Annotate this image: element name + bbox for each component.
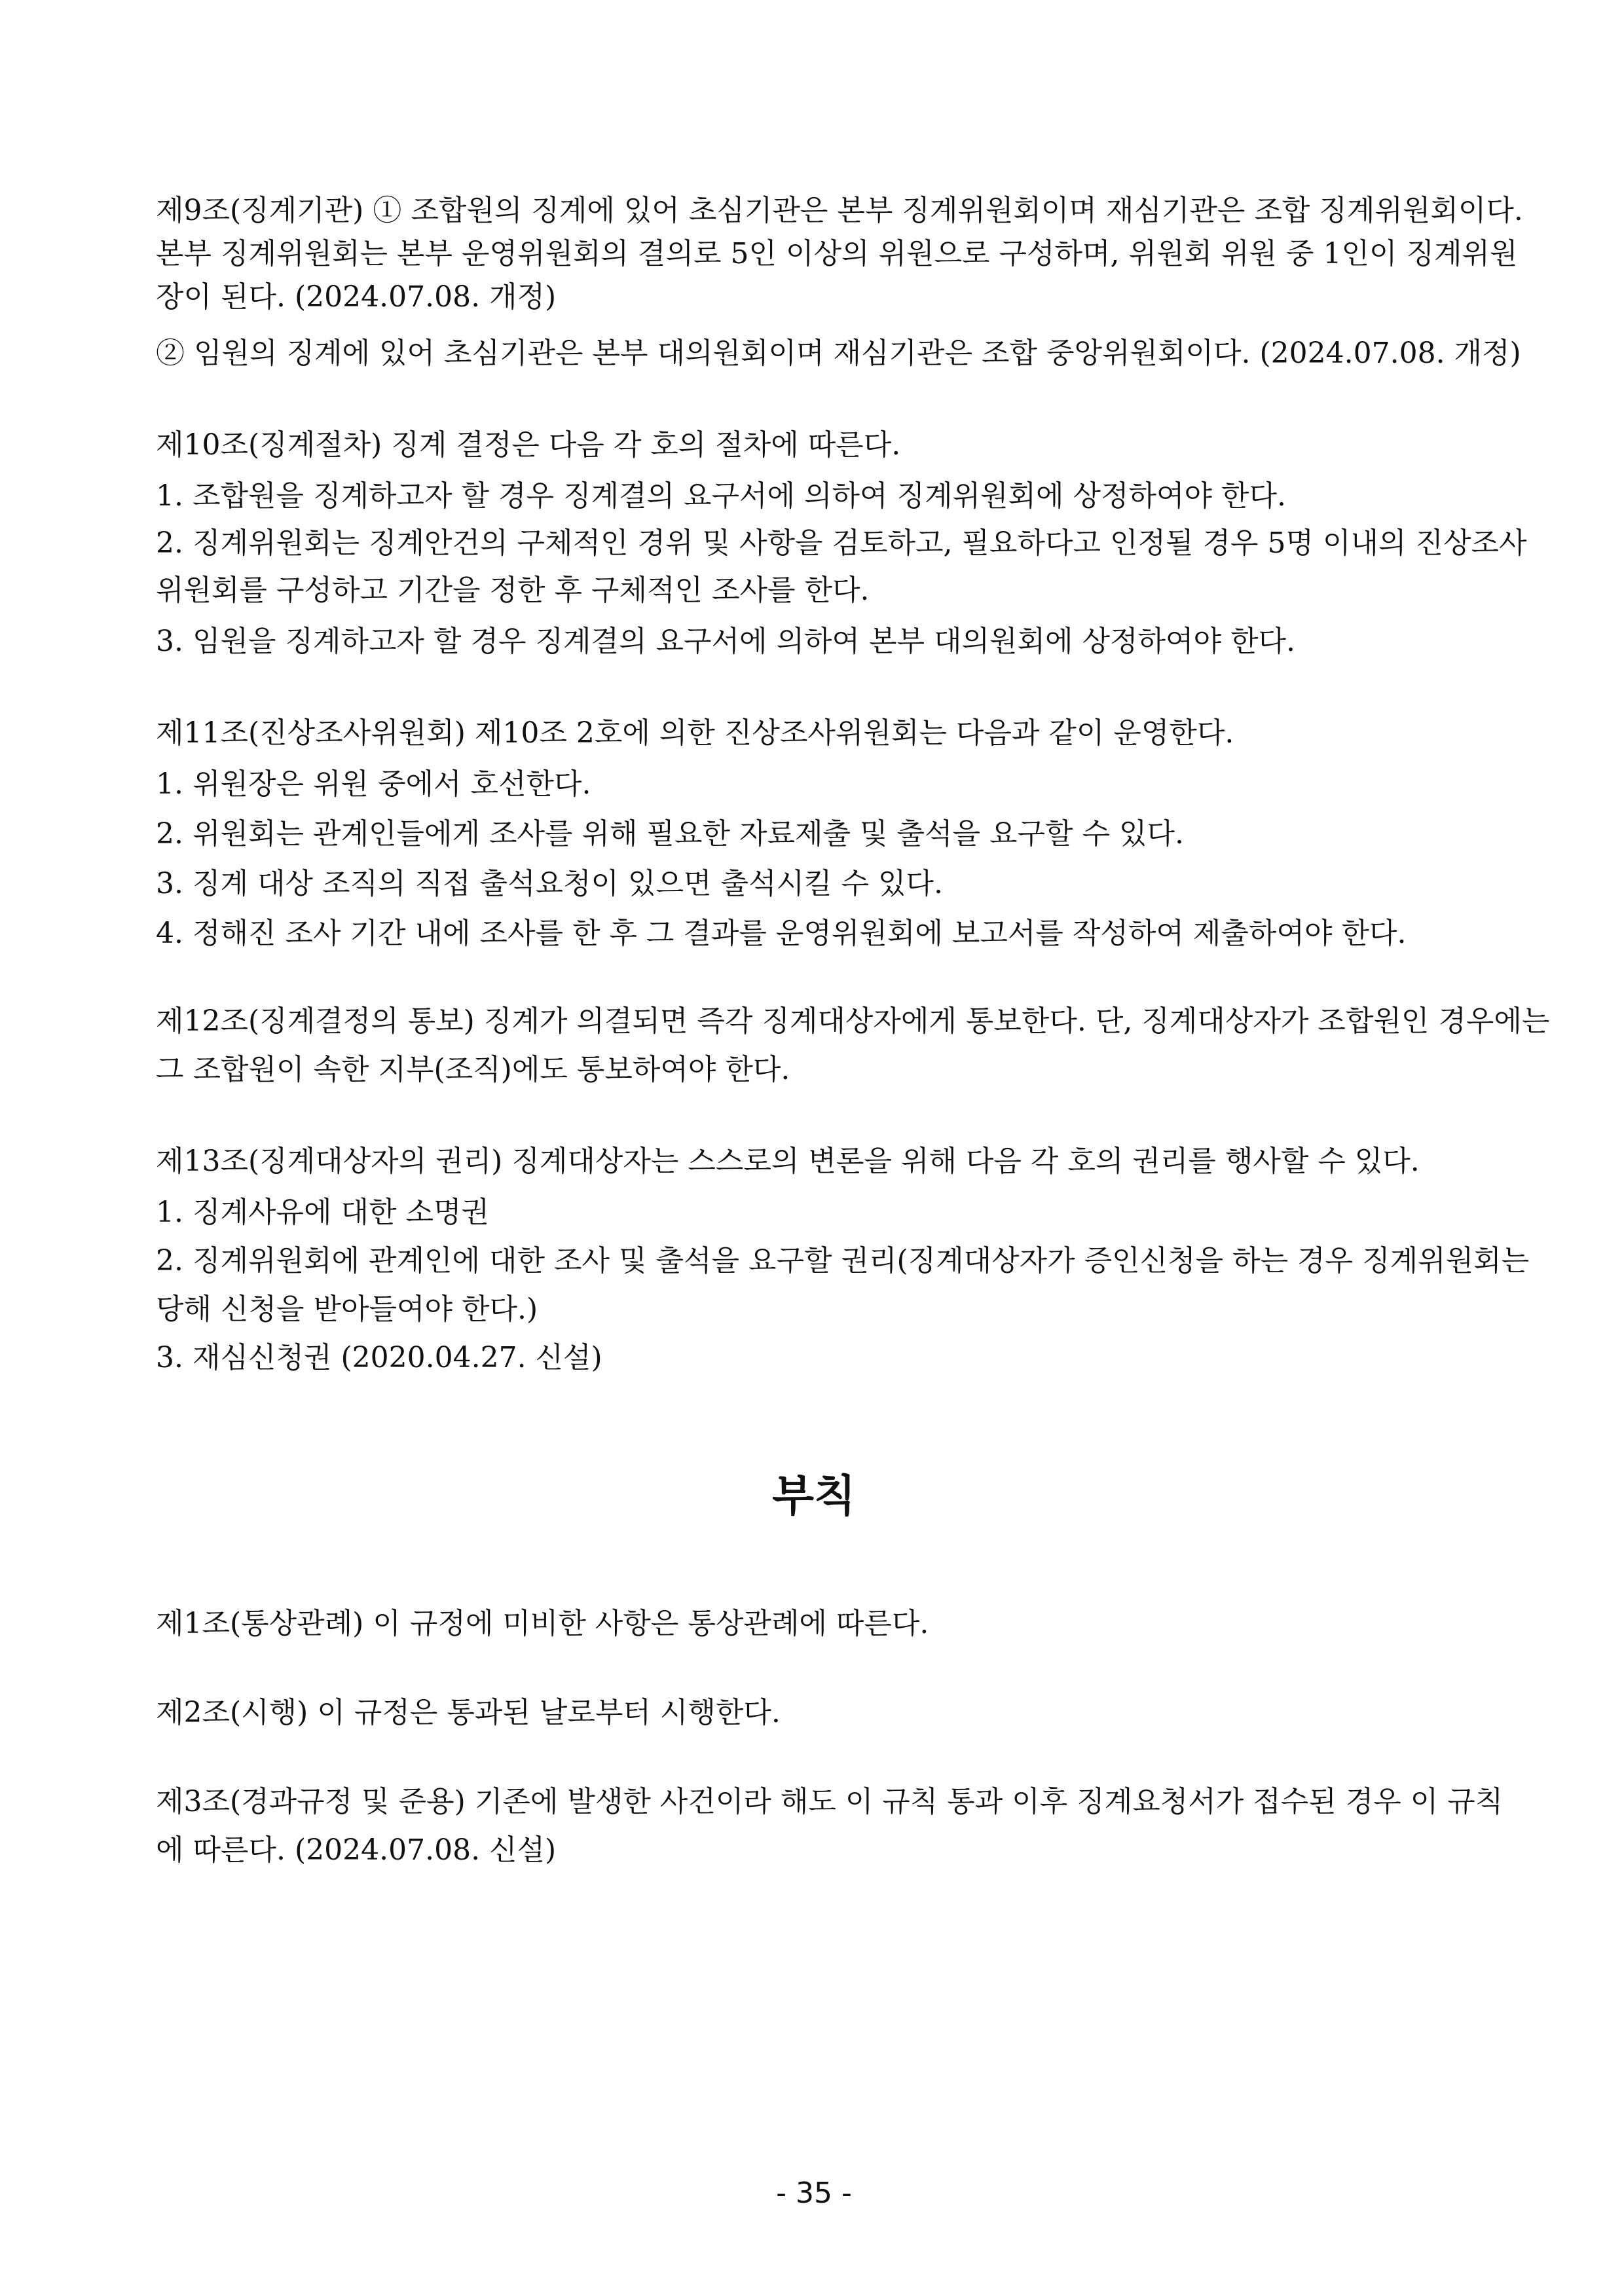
supplementary-article-2: 제2조(시행) 이 규정은 통과된 날로부터 시행한다.	[156, 1696, 781, 1729]
article-10-line-3: 2. 징계위원회는 징계안건의 구체적인 경위 및 사항을 검토하고, 필요하다고 인정될 경우 5명 이내의 진상조사	[156, 526, 1527, 560]
document-page	[156, 0, 1550, 2295]
article-9-line-3: 장이 된다. (2024.07.08. 개정)	[156, 280, 557, 314]
supplementary-article-3-line-2: 에 따른다. (2024.07.08. 신설)	[156, 1833, 557, 1867]
article-13-line-5: 3. 재심신청권 (2020.04.27. 신설)	[156, 1341, 602, 1374]
article-11-line-2: 1. 위원장은 위원 중에서 호선한다.	[156, 767, 591, 801]
supplementary-article-1: 제1조(통상관례) 이 규정에 미비한 사항은 통상관례에 따른다.	[156, 1607, 929, 1640]
article-10-line-2: 1. 조합원을 징계하고자 할 경우 징계결의 요구서에 의하여 징계위원회에 상정하여야 한다.	[156, 479, 1286, 513]
article-10-line-1: 제10조(징계절차) 징계 결정은 다음 각 호의 절차에 따른다.	[156, 428, 901, 462]
supplementary-article-3-line-1: 제3조(경과규정 및 준용) 기존에 발생한 사건이라 해도 이 규칙 통과 이후 징계요청서가 접수된 경우 이 규칙	[156, 1785, 1504, 1818]
article-10-line-4: 위원회를 구성하고 기간을 정한 후 구체적인 조사를 한다.	[156, 574, 870, 607]
supplementary-heading: 부칙	[772, 1471, 856, 1521]
article-13-line-3: 2. 징계위원회에 관계인에 대한 조사 및 출석을 요구할 권리(징계대상자가 증인신청을 하는 경우 징계위원회는	[156, 1244, 1530, 1277]
article-13-line-1: 제13조(징계대상자의 권리) 징계대상자는 스스로의 변론을 위해 다음 각 호의 권리를 행사할 수 있다.	[156, 1145, 1420, 1178]
article-12-line-2: 그 조합원이 속한 지부(조직)에도 통보하여야 한다.	[156, 1053, 790, 1086]
article-13-line-4: 당해 신청을 받아들여야 한다.)	[156, 1293, 538, 1326]
article-11-line-3: 2. 위원회는 관계인들에게 조사를 위해 필요한 자료제출 및 출석을 요구할 수 있다.	[156, 817, 1184, 851]
article-13-line-2: 1. 징계사유에 대한 소명권	[156, 1196, 489, 1229]
article-10-line-5: 3. 임원을 징계하고자 할 경우 징계결의 요구서에 의하여 본부 대의원회에 상정하여야 한다.	[156, 625, 1295, 658]
article-11-line-4: 3. 징계 대상 조직의 직접 출석요청이 있으면 출석시킬 수 있다.	[156, 867, 943, 900]
article-11-line-5: 4. 정해진 조사 기간 내에 조사를 한 후 그 결과를 운영위원회에 보고서를 작성하여 제출하여야 한다.	[156, 917, 1407, 950]
page-number: - 35 -	[776, 2176, 852, 2210]
article-12-line-1: 제12조(징계결정의 통보) 징계가 의결되면 즉각 징계대상자에게 통보한다. 단, 징계대상자가 조합원인 경우에는	[156, 1004, 1550, 1038]
article-9-line-2: 본부 징계위원회는 본부 운영위원회의 결의로 5인 이상의 위원으로 구성하며, 위원회 위원 중 1인이 징계위원	[156, 237, 1518, 270]
article-11-line-1: 제11조(진상조사위원회) 제10조 2호에 의한 진상조사위원회는 다음과 같이 운영한다.	[156, 716, 1234, 750]
article-9-line-1: 제9조(징계기관) ① 조합원의 징계에 있어 초심기관은 본부 징계위원회이며 재심기관은 조합 징계위원회이다.	[156, 194, 1523, 227]
article-9-line-4: ② 임원의 징계에 있어 초심기관은 본부 대의원회이며 재심기관은 조합 중앙위원회이다. (2024.07.08. 개정)	[156, 337, 1521, 370]
